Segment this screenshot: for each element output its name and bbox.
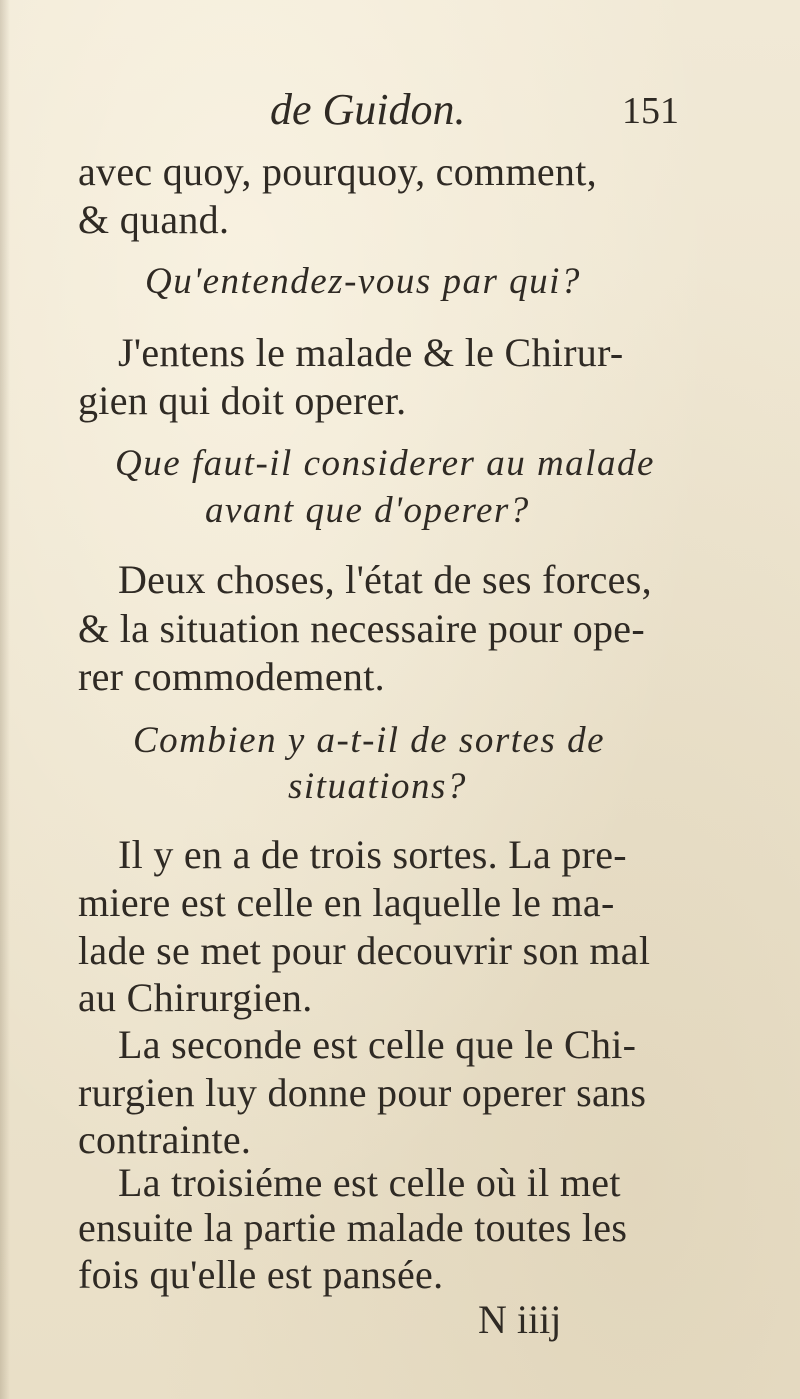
question-line: situations?: [288, 766, 467, 807]
text-line: avec quoy, pourquoy, comment,: [78, 149, 597, 194]
running-header-title: de Guidon.: [270, 85, 466, 134]
question-line: Combien y a-t-il de sortes de: [133, 720, 605, 761]
text-line: J'entens le malade & le Chirur-: [118, 330, 624, 375]
text-line: Il y en a de trois sortes. La pre-: [118, 832, 627, 877]
text-line: gien qui doit operer.: [78, 378, 407, 423]
text-line: La troisiéme est celle où il met: [118, 1160, 621, 1205]
signature-mark: N iiij: [478, 1297, 562, 1342]
page-edge-shadow: [0, 0, 10, 1399]
question-line: Qu'entendez-vous par qui?: [145, 261, 581, 302]
text-line: Deux choses, l'état de ses forces,: [118, 557, 652, 602]
text-line: La seconde est celle que le Chi-: [118, 1022, 637, 1067]
page-number: 151: [622, 90, 679, 132]
text-line: contrainte.: [78, 1117, 252, 1162]
text-line: au Chirurgien.: [78, 975, 313, 1020]
question-line: Que faut-il considerer au malade: [115, 443, 655, 484]
text-line: ensuite la partie malade toutes les: [78, 1205, 628, 1250]
text-line: fois qu'elle est pansée.: [78, 1252, 444, 1297]
text-line: lade se met pour decouvrir son mal: [78, 928, 651, 973]
text-line: miere est celle en laquelle le ma-: [78, 880, 615, 925]
text-line: & quand.: [78, 197, 230, 242]
text-line: rurgien luy donne pour operer sans: [78, 1070, 647, 1115]
question-line: avant que d'operer?: [205, 490, 530, 531]
text-line: & la situation necessaire pour ope-: [78, 606, 645, 651]
text-line: rer commodement.: [78, 654, 385, 699]
